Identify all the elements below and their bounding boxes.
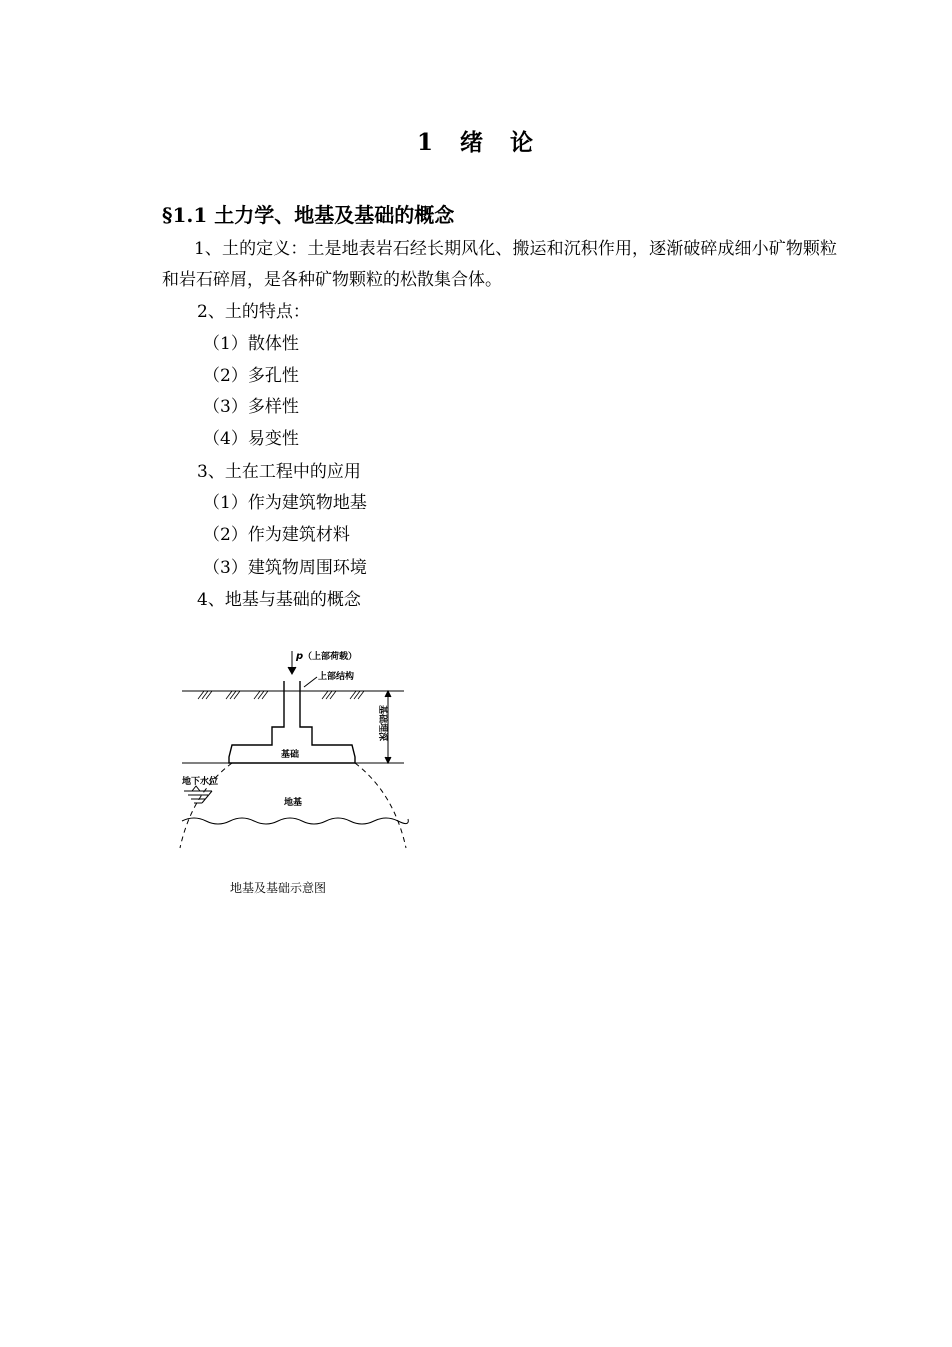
list-item: （1）作为建筑物地基 [203,493,367,513]
load-symbol: p [296,651,304,662]
soil-application-heading: 3、土在工程中的应用 [197,462,361,482]
depth-label: 基础埋深 [377,705,387,742]
list-item: （3）建筑物周围环境 [203,558,367,578]
list-item: （1）散体性 [203,334,299,354]
foundation-concept-heading: 4、地基与基础的概念 [197,590,361,610]
foundation-diagram [172,643,417,853]
list-item: （2）作为建筑材料 [203,525,350,545]
soil-characteristics-heading: 2、土的特点： [197,302,310,322]
subgrade-label: 地基 [284,798,303,808]
list-item: （2）多孔性 [203,366,299,386]
list-item: （4）易变性 [203,429,299,449]
figure-caption: 地基及基础示意图 [230,881,327,895]
groundwater-label: 地下水位 [182,777,219,787]
foundation-label: 基础 [281,750,300,760]
chapter-title: 1 绪 论 [416,129,535,156]
load-label: （上部荷载） [303,652,358,662]
paragraph-soil-definition: 1、土的定义：土是地表岩石经长期风化、搬运和沉积作用，逐渐破碎成细小矿物颗粒和岩石碎屑，是各种矿物颗粒的松散集合体。 [162,239,837,290]
superstructure-label: 上部结构 [318,672,355,682]
section-title: §1.1 土力学、地基及基础的概念 [162,203,455,227]
list-item: （3）多样性 [203,397,299,417]
